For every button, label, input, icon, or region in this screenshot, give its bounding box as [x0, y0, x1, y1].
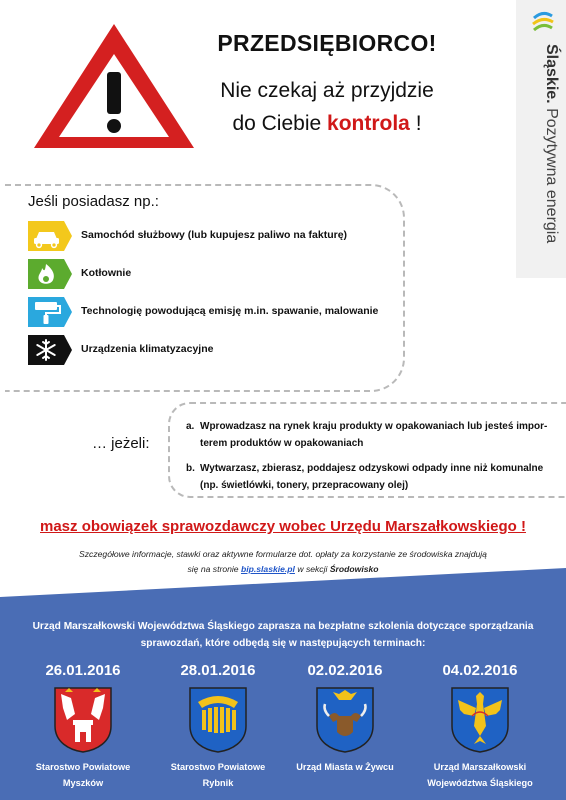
snowflake-icon [28, 335, 72, 365]
subtitle-line-2-post: ! [415, 111, 422, 135]
list-item [28, 297, 498, 327]
item-label: Samochód służbowy (lub kupujesz paliwo na fakturę) [81, 229, 348, 241]
bip-link[interactable]: bip.slaskie.pl [240, 564, 295, 574]
session-venue [163, 759, 273, 791]
obligation-notice: masz obowiązek sprawozdawczy wobec Urzędu Marszałkowskiego ! [40, 518, 526, 535]
venue-line-2: Rybnik [202, 778, 234, 788]
list-item [28, 335, 498, 365]
conditions-box [168, 402, 566, 498]
item-label: Technologię powodującą emisję m.in. spawanie, malowanie [81, 305, 379, 317]
brand-name: Śląskie. [543, 44, 560, 104]
session-venue [28, 759, 138, 791]
silesian-eagle-coat-of-arms-icon [450, 686, 510, 754]
slaskie-logo-icon [530, 8, 556, 36]
subtitle-line-2-pre: do Ciebie [232, 111, 322, 135]
session-date: 04.02.2016 [442, 662, 518, 679]
details-line-1: Szczegółowe informacje, stawki oraz aktywne formularze dot. opłaty za korzystanie ze środowiska znajdują [79, 549, 487, 559]
venue-line-2: Myszków [62, 778, 104, 788]
venue-line-1: Starostwo Powiatowe [35, 762, 131, 772]
possessions-title: Jeśli posiadasz np.: [28, 193, 159, 210]
invitation-line-1: Urząd Marszałkowski Województwa Śląskiego zaprasza na bezpłatne szkolenia dotyczące sporządzania [32, 621, 534, 632]
brand-strip [516, 0, 566, 278]
headline [196, 30, 458, 140]
venue-line-2: Województwa Śląskiego [427, 778, 533, 788]
item-label: Kotłownie [81, 267, 132, 279]
list-marker: b. [186, 463, 195, 474]
car-icon [28, 221, 72, 251]
list-item [28, 259, 498, 289]
session-date: 26.01.2016 [45, 662, 121, 679]
page-title: PRZEDSIĘBIORCO! [217, 30, 437, 56]
subtitle-line-2 [196, 108, 458, 141]
flame-icon [28, 259, 72, 289]
details-line-2 [60, 562, 506, 577]
paint-roller-icon [28, 297, 72, 327]
subtitle [196, 75, 458, 140]
venue-line-1: Urząd Marszałkowski [433, 762, 527, 772]
session-zywiec [290, 662, 400, 775]
venue-line-1: Starostwo Powiatowe [170, 762, 266, 772]
session-katowice [425, 662, 535, 791]
item-label: Urządzenia klimatyzacyjne [81, 343, 214, 355]
training-invitation [28, 618, 538, 652]
list-item [186, 460, 552, 494]
session-myszkow [28, 662, 138, 791]
conditions-list [186, 418, 552, 502]
myszkow-coat-of-arms-icon [53, 686, 113, 754]
subtitle-line-1: Nie czekaj aż przyjdzie [220, 79, 434, 102]
zywiec-coat-of-arms-icon [315, 686, 375, 754]
condition-text: Wytwarzasz, zbierasz, poddajesz odzyskowi odpady inne niż komunalne (np. świetlówki, tonery, przepracowany olej) [200, 463, 544, 491]
details-note [60, 547, 506, 577]
session-date: 28.01.2016 [180, 662, 256, 679]
session-venue [290, 759, 400, 775]
condition-text: Wprowadzasz na rynek kraju produkty w opakowaniach lub jesteś importerem produktów w opakowaniach [200, 421, 548, 449]
brand-tagline: Pozytywna energia [543, 108, 560, 244]
details-pre: się na stronie [187, 564, 239, 574]
session-date: 02.02.2016 [307, 662, 383, 679]
subtitle-highlight: kontrola [327, 111, 410, 135]
invitation-line-2: sprawozdań, które odbędą się w następujących terminach: [140, 638, 426, 649]
list-marker: a. [186, 421, 195, 432]
list-item [28, 221, 498, 251]
details-section: Środowisko [329, 564, 379, 574]
rybnik-coat-of-arms-icon [188, 686, 248, 754]
venue-line-1: Urząd Miasta w Żywcu [296, 762, 394, 772]
brand-slogan [522, 44, 560, 270]
warning-triangle-icon [30, 20, 198, 152]
session-venue [425, 759, 535, 791]
conditions-lead: … jeżeli: [92, 435, 150, 452]
list-item [186, 418, 552, 452]
session-rybnik [163, 662, 273, 791]
details-mid: w sekcji [297, 564, 328, 574]
